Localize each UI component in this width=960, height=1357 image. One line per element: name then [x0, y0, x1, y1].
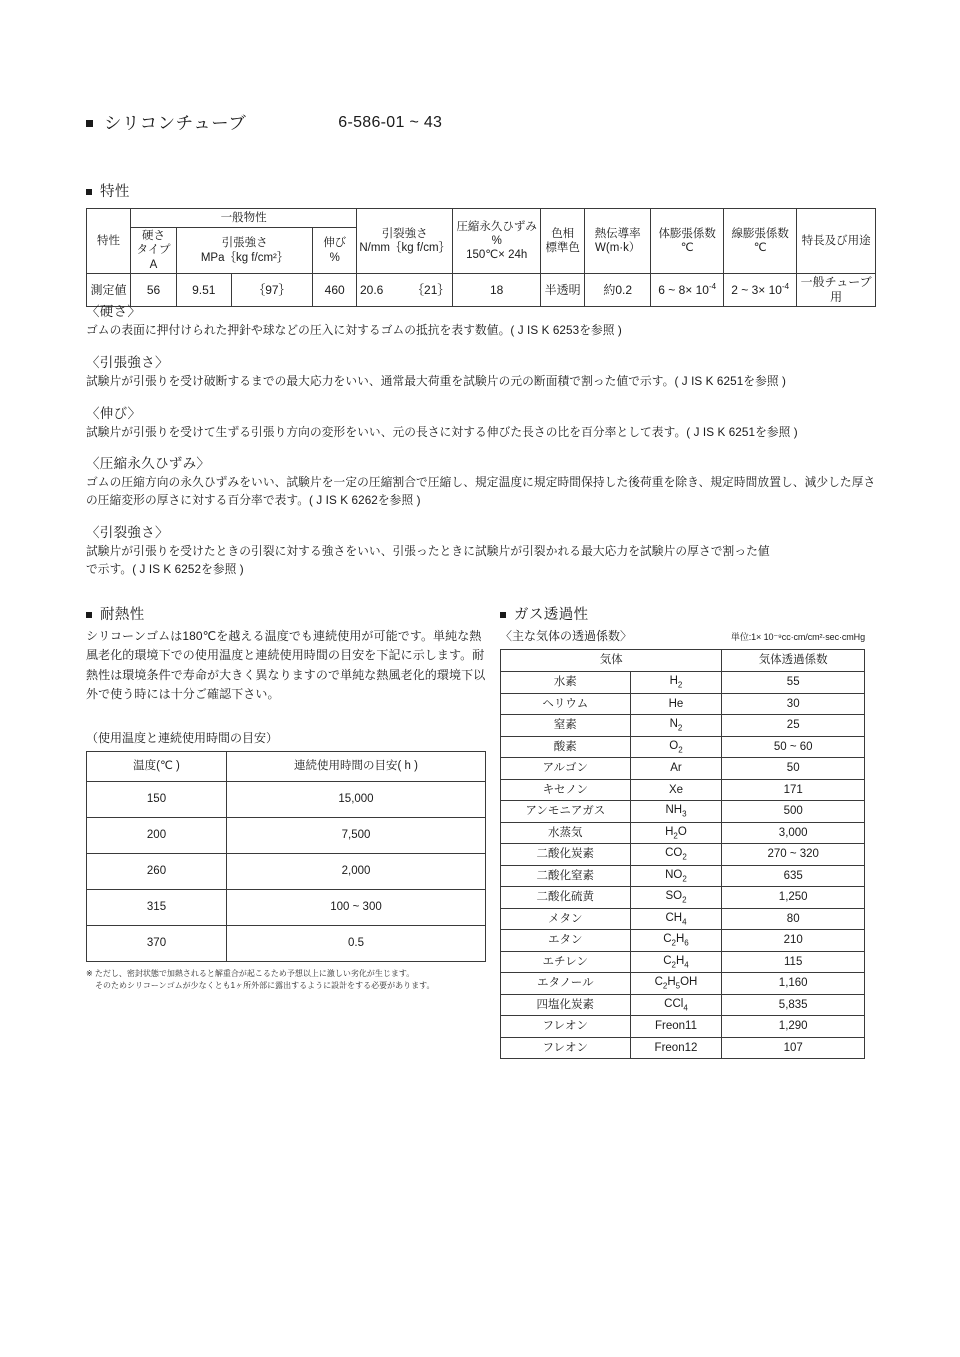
- th-color: [541, 209, 585, 274]
- th-color-sub: 標準色: [545, 242, 580, 255]
- table-row: [501, 1037, 865, 1059]
- cell-gas-coefficient: 171: [722, 779, 865, 801]
- value-linear-expansion-exponent: -4: [781, 282, 790, 292]
- cell-gas-coefficient: 25: [722, 715, 865, 737]
- value-color: 半透明: [541, 274, 585, 307]
- th-elongation-l1: 伸び: [323, 237, 347, 250]
- cell-gas-name: キセノン: [501, 779, 631, 801]
- cell-gas-formula: $O_2$: [630, 736, 722, 758]
- cell-gas-formula: $H_2O$: [630, 822, 722, 844]
- cell-gas-name: エチレン: [501, 951, 631, 973]
- value-hardness: 56: [131, 274, 177, 307]
- definition-tensile-strength: [86, 351, 886, 391]
- table-row: [501, 844, 865, 866]
- cell-gas-formula: Freon11: [630, 1016, 722, 1038]
- heat-resistance-footnote: [86, 968, 486, 993]
- table-row: [501, 822, 865, 844]
- cell-gas-coefficient: 107: [722, 1037, 865, 1059]
- value-compression-set: 18: [453, 274, 541, 307]
- th-volume-expansion-unit: ℃: [680, 242, 694, 255]
- cell-duration: 0.5: [227, 925, 486, 961]
- table-row: [501, 672, 865, 694]
- definition-body: ゴムの表面に押付けられた押針や球などの圧入に対するゴムの抵抗を表す数値。( J IS K 6253を参照 ): [86, 324, 622, 337]
- properties-section: [86, 180, 876, 307]
- value-features: 一般チューブ用: [797, 274, 876, 307]
- cell-gas-coefficient: 55: [722, 672, 865, 694]
- cell-gas-coefficient: 270 ~ 320: [722, 844, 865, 866]
- cell-temperature: 370: [87, 925, 227, 961]
- definition-term: 〈硬さ〉: [86, 304, 142, 319]
- table-row: [87, 817, 486, 853]
- th-characteristic: 特性: [87, 209, 131, 274]
- definition-elongation: [86, 402, 886, 442]
- cell-gas-formula: $NH_3$: [630, 801, 722, 823]
- table-row: [501, 908, 865, 930]
- cell-gas-coefficient: 50: [722, 758, 865, 780]
- cell-gas-formula: $N_2$: [630, 715, 722, 737]
- th-tensile-l2: MPa｛kg f/cm²｝: [200, 251, 289, 264]
- table-row: [87, 209, 876, 228]
- value-linear-expansion-base: 2 ~ 3× 10: [731, 283, 782, 298]
- definition-compression-set: [86, 452, 886, 510]
- th-elongation: [313, 228, 357, 274]
- heat-resistance-heading: [86, 603, 486, 624]
- th-tensile-l1: 引張強さ: [221, 237, 268, 250]
- product-code: 6-586-01 ~ 43: [338, 113, 443, 131]
- cell-gas-formula: $CH_4$: [630, 908, 722, 930]
- th-compression-set: [453, 209, 541, 274]
- temperature-table-caption: （使用温度と連続使用時間の目安）: [86, 730, 279, 745]
- th-temperature: 温度(℃ ): [87, 751, 227, 781]
- table-row: [501, 930, 865, 952]
- cell-gas-coefficient: 210: [722, 930, 865, 952]
- cell-temperature: 260: [87, 853, 227, 889]
- value-volume-expansion-base: 6 ~ 8× 10: [658, 283, 709, 298]
- gas-permeability-section: [500, 603, 865, 1059]
- cell-gas-name: 二酸化窒素: [501, 865, 631, 887]
- product-name: シリコンチューブ: [104, 113, 247, 133]
- value-tensile-mpa: 9.51: [177, 274, 232, 307]
- table-row: [501, 736, 865, 758]
- cell-gas-name: 四塩化炭素: [501, 994, 631, 1016]
- cell-gas-formula: $C_2H_6$: [630, 930, 722, 952]
- cell-gas-coefficient: 80: [722, 908, 865, 930]
- definition-body: 試験片が引張りを受けたときの引裂に対する強さをいい、引張ったときに試験片が引裂かれる最大応力を試験片の厚さで割った値で示す。( J IS K 6252を参照 ): [86, 544, 770, 576]
- table-row: [501, 1016, 865, 1038]
- cell-gas-coefficient: 635: [722, 865, 865, 887]
- th-tear-strength: [357, 209, 453, 274]
- cell-temperature: 150: [87, 781, 227, 817]
- th-compression-set-pct: %: [491, 234, 502, 247]
- th-compression-set-cond: 150℃× 24h: [466, 249, 528, 262]
- value-elongation: 460: [313, 274, 357, 307]
- cell-gas-formula: $C_2H_4$: [630, 951, 722, 973]
- cell-gas-formula: Xe: [630, 779, 722, 801]
- value-tensile-kgf: ｛97｝: [231, 274, 313, 307]
- cell-temperature: 315: [87, 889, 227, 925]
- gas-permeability-heading-label: ガス透過性: [514, 607, 589, 623]
- cell-duration: 15,000: [227, 781, 486, 817]
- th-hardness-l2: タイプA: [136, 244, 171, 271]
- value-thermal-conductivity: 約0.2: [585, 274, 651, 307]
- cell-gas-formula: $NO_2$: [630, 865, 722, 887]
- footnote-line-2: そのためシリコーンゴムが少なくとも1ヶ所外部に露出するように設計をする必要があります。: [95, 981, 435, 991]
- definition-term: 〈引裂強さ〉: [86, 524, 169, 540]
- heat-resistance-body: シリコーンゴムは180℃を越える温度でも連続使用が可能です。単純な熱風老化的環境下での使用温度と連続使用時間の目安を下記に示します。耐熱性は環境条件で寿命が大きく異なりますので単純な熱風老化的環境下以外で使う時には十分ご確認下さい。: [86, 629, 486, 702]
- gas-unit-note: 単位:1× 10⁻⁹cc·cm/cm²·sec·cmHg: [730, 632, 865, 642]
- properties-heading: [86, 180, 876, 201]
- definition-tear-strength: [86, 521, 886, 579]
- table-row: [501, 865, 865, 887]
- page-title: [86, 110, 442, 135]
- cell-gas-name: アルゴン: [501, 758, 631, 780]
- cell-gas-formula: $H_2$: [630, 672, 722, 694]
- definitions-section: [86, 300, 886, 589]
- cell-gas-formula: Freon12: [630, 1037, 722, 1059]
- definition-term: 〈圧縮永久ひずみ〉: [86, 456, 211, 472]
- th-volume-expansion: [651, 209, 724, 274]
- properties-table: [86, 208, 876, 307]
- definition-hardness: [86, 300, 886, 340]
- th-tensile-strength: [177, 228, 313, 274]
- table-row: [501, 715, 865, 737]
- cell-gas-name: 水素: [501, 672, 631, 694]
- definition-body: 試験片が引張りを受け破断するまでの最大応力をいい、通常最大荷重を試験片の元の断面積で割った値で示す。( J IS K 6251を参照 ): [86, 374, 787, 388]
- th-thermal-conductivity-label: 熱伝導率: [594, 227, 641, 240]
- th-hardness: [131, 228, 177, 274]
- gas-permeability-table: [500, 649, 865, 1059]
- cell-gas-formula: $CO_2$: [630, 844, 722, 866]
- cell-gas-coefficient: 50 ~ 60: [722, 736, 865, 758]
- table-row: [501, 951, 865, 973]
- cell-gas-coefficient: 115: [722, 951, 865, 973]
- th-compression-set-label: 圧縮永久ひずみ: [456, 220, 537, 233]
- cell-gas-formula: CCl$_4$: [630, 994, 722, 1016]
- cell-gas-coefficient: 1,250: [722, 887, 865, 909]
- table-row: [87, 781, 486, 817]
- cell-gas-name: メタン: [501, 908, 631, 930]
- gas-permeability-subhead: [500, 627, 865, 644]
- cell-gas-name: フレオン: [501, 1037, 631, 1059]
- table-row: [87, 853, 486, 889]
- cell-gas-name: 窒素: [501, 715, 631, 737]
- bullet-square-icon: [500, 612, 506, 618]
- heat-resistance-section: [86, 603, 486, 993]
- table-row: [501, 801, 865, 823]
- cell-gas-name: ヘリウム: [501, 693, 631, 715]
- value-volume-expansion-exponent: -4: [708, 282, 717, 292]
- table-row: [501, 887, 865, 909]
- value-tear-kgf: ｛21｝: [412, 282, 450, 297]
- cell-gas-name: フレオン: [501, 1016, 631, 1038]
- th-thermal-conductivity-unit: W(m·k）: [595, 242, 641, 255]
- table-row: [87, 925, 486, 961]
- row-label-measured: 測定値: [87, 274, 131, 307]
- table-header-row: [87, 751, 486, 781]
- th-gas: 気体: [501, 650, 722, 672]
- cell-gas-coefficient: 500: [722, 801, 865, 823]
- cell-gas-coefficient: 1,160: [722, 973, 865, 995]
- cell-duration: 7,500: [227, 817, 486, 853]
- cell-gas-coefficient: 3,000: [722, 822, 865, 844]
- cell-gas-name: 酸素: [501, 736, 631, 758]
- cell-gas-formula: $C_2H_5OH$: [630, 973, 722, 995]
- definition-term: 〈伸び〉: [86, 405, 142, 421]
- cell-gas-formula: Ar: [630, 758, 722, 780]
- th-volume-expansion-label: 体膨張係数: [658, 227, 716, 240]
- table-row: [501, 758, 865, 780]
- heat-resistance-heading-label: 耐熱性: [100, 607, 145, 623]
- definition-term: 〈引張強さ〉: [86, 354, 169, 370]
- th-tear-strength-unit: N/mm｛kg f/cm｝: [359, 242, 451, 255]
- properties-heading-label: 特性: [100, 184, 130, 200]
- th-elongation-l2: %: [329, 251, 340, 264]
- bullet-square-icon: [86, 120, 93, 127]
- table-header-row: [501, 650, 865, 672]
- th-general-properties: 一般物性: [131, 209, 357, 228]
- definition-body: 試験片が引張りを受けて生ずる引張り方向の変形をいい、元の長さに対する伸びた長さの比を百分率として表す。( J IS K 6251を参照 ): [86, 425, 798, 439]
- table-row: [501, 779, 865, 801]
- th-color-label: 色相: [551, 227, 575, 240]
- cell-gas-name: エタノール: [501, 973, 631, 995]
- bullet-square-icon: [86, 612, 92, 618]
- cell-gas-formula: $SO_2$: [630, 887, 722, 909]
- temperature-table: [86, 751, 486, 962]
- cell-gas-name: エタン: [501, 930, 631, 952]
- th-linear-expansion-label: 線膨張係数: [731, 227, 789, 240]
- footnote-line-1: ※ ただし、密封状態で加熱されると解重合が起こるため予想以上に激しい劣化が生じます。: [86, 968, 415, 978]
- th-linear-expansion: [724, 209, 797, 274]
- th-duration: 連続使用時間の目安( h ): [227, 751, 486, 781]
- gas-permeability-heading: [500, 603, 865, 624]
- gas-table-body: [501, 650, 865, 1059]
- cell-gas-name: 水蒸気: [501, 822, 631, 844]
- cell-gas-coefficient: 5,835: [722, 994, 865, 1016]
- cell-temperature: 200: [87, 817, 227, 853]
- th-hardness-l1: 硬さ: [142, 230, 165, 242]
- bullet-square-icon: [86, 189, 92, 195]
- value-tear-n: 20.6: [359, 282, 384, 297]
- gas-table-caption: 〈主な気体の透過係数〉: [500, 629, 633, 643]
- th-coefficient: 気体透過係数: [722, 650, 865, 672]
- cell-gas-name: 二酸化硫黄: [501, 887, 631, 909]
- temperature-table-body: [87, 751, 486, 961]
- cell-gas-name: アンモニアガス: [501, 801, 631, 823]
- th-tear-strength-label: 引裂強さ: [381, 227, 428, 240]
- cell-gas-coefficient: 30: [722, 693, 865, 715]
- th-linear-expansion-unit: ℃: [753, 242, 767, 255]
- table-row: [501, 973, 865, 995]
- cell-duration: 100 ~ 300: [227, 889, 486, 925]
- table-row: [87, 889, 486, 925]
- th-thermal-conductivity: [585, 209, 651, 274]
- cell-gas-name: 二酸化炭素: [501, 844, 631, 866]
- definition-body: ゴムの圧縮方向の永久ひずみをいい、試験片を一定の圧縮割合で圧縮し、規定温度に規定時間保持した後荷重を除き、規定時間放置し、減少した厚さの圧縮変形の厚さに対する百分率で表す。( J IS K 6262を参照 ): [86, 476, 876, 508]
- th-features-uses: 特長及び用途: [797, 209, 876, 274]
- cell-gas-coefficient: 1,290: [722, 1016, 865, 1038]
- cell-gas-formula: He: [630, 693, 722, 715]
- cell-duration: 2,000: [227, 853, 486, 889]
- table-row: [501, 994, 865, 1016]
- table-row: [501, 693, 865, 715]
